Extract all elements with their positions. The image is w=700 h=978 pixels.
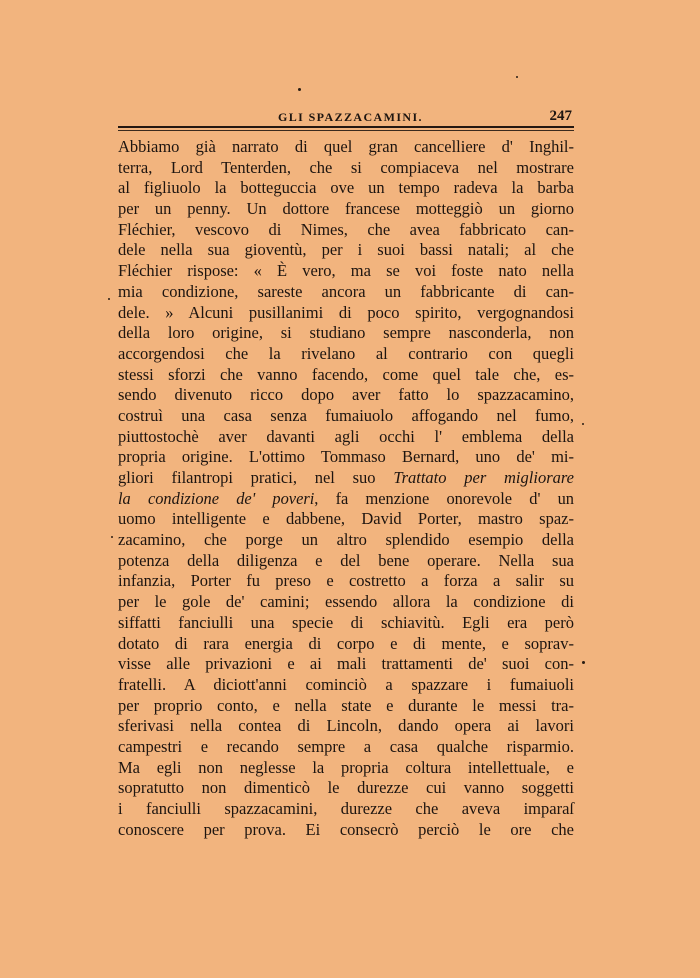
text-line [118, 158, 574, 179]
text-segment: propria origine. L'ottimo Tommaso Bernard, uno de' mi- [118, 447, 574, 467]
text-line [118, 571, 574, 592]
text-segment: siffatti fanciulli una specie di schiavitù. Egli era però [118, 612, 574, 632]
text-line [118, 261, 574, 282]
text-segment: al figliuolo la botteguccia ove un tempo radeva la barba [118, 178, 574, 198]
text-segment: sendo divenuto ricco dopo aver fatto lo spazzacamino, [118, 385, 574, 405]
text-segment: infanzia, Porter fu preso e costretto a forza a salir su [118, 571, 574, 591]
text-segment: della loro origine, si studiano sempre nasconderla, non [118, 323, 574, 343]
text-segment: dotato di rara energia di corpo e di mente, e soprav- [118, 633, 574, 653]
text-line [118, 303, 574, 324]
text-line [118, 427, 574, 448]
text-line [118, 654, 574, 675]
text-line [118, 778, 574, 799]
text-line [118, 799, 574, 820]
book-title-italic: Trattato per migliorare [393, 468, 574, 487]
text-line [118, 406, 574, 427]
text-segment: i fanciulli spazzacamini, durezze che aveva imparaſ [118, 799, 574, 818]
text-line [118, 178, 574, 199]
text-segment: potenza della diligenza e del bene operare. Nella sua [118, 550, 574, 570]
text-segment: per un penny. Un dottore francese motteggiò un giorno [118, 199, 574, 219]
text-segment: costruì una casa senza fumaiuolo affogando nel fumo, [118, 405, 574, 425]
text-segment: uomo intelligente e dabbene, David Porter, mastro spaz- [118, 509, 574, 529]
text-line [118, 344, 574, 365]
text-line [118, 551, 574, 572]
text-segment: accorgendosi che la rivelano al contrario con quegli [118, 343, 574, 363]
text-segment: campestri e recando sempre a casa qualche risparmio. [118, 736, 574, 756]
running-head [118, 108, 574, 128]
text-segment: mia condizione, sareste ancora un fabbricante di can- [118, 281, 574, 301]
book-title-italic: la condizione de' poveri [118, 488, 315, 508]
text-line [118, 696, 574, 717]
text-line [118, 758, 574, 779]
text-line [118, 737, 574, 758]
text-line [118, 137, 574, 158]
text-segment: Fléchier, vescovo di Nimes, che avea fabbricato can- [118, 219, 574, 239]
text-line [118, 468, 574, 489]
text-line [118, 365, 574, 386]
running-title: GLI SPAZZACAMINI. [278, 110, 423, 124]
ink-speck [111, 536, 113, 538]
text-line [118, 240, 574, 261]
text-segment: visse alle privazioni e ai mali trattamenti de' suoi con- [118, 654, 574, 674]
ink-speck [516, 76, 518, 78]
text-segment: stessi sforzi che vanno facendo, come quel tale che, es- [118, 364, 574, 384]
ink-speck [108, 298, 110, 300]
text-line [118, 199, 574, 220]
text-line [118, 634, 574, 655]
text-segment: per le gole de' camini; essendo allora la condizione di [118, 592, 574, 612]
text-segment: gliori filantropi pratici, nel suo [118, 468, 394, 487]
text-line [118, 675, 574, 696]
text-segment: , fa menzione onorevole d' un [314, 488, 574, 508]
text-line [118, 613, 574, 634]
ink-speck [298, 88, 301, 91]
body-text [118, 137, 574, 840]
ink-speck [582, 423, 584, 425]
text-segment: dele. » Alcuni pusillanimi di poco spirito, vergognandosi [118, 302, 574, 322]
ink-speck [582, 661, 585, 664]
text-line [118, 530, 574, 551]
text-segment: Fléchier rispose: « È vero, ma se voi foste nato nella [118, 261, 574, 281]
text-line [118, 385, 574, 406]
text-line [118, 716, 574, 737]
page-number: 247 [549, 108, 572, 124]
text-line [118, 820, 574, 841]
text-segment: terra, Lord Tenterden, che si compiaceva nel mostrare [118, 157, 574, 177]
text-segment: conoscere per prova. Ei consecrò perciò le ore che [118, 819, 574, 839]
text-segment: zacamino, che porge un altro splendido esempio della [118, 530, 574, 550]
text-line [118, 323, 574, 344]
text-segment: sferivasi nella contea di Lincoln, dando opera ai lavori [118, 716, 574, 736]
text-segment: Abbiamo già narrato di quel gran cancelliere d' Inghil- [118, 137, 574, 156]
text-line [118, 282, 574, 303]
header-rule-thick [118, 126, 574, 128]
text-segment: sopratutto non dimenticò le durezze cui vanno soggetti [118, 778, 574, 798]
text-line [118, 592, 574, 613]
text-line [118, 220, 574, 241]
text-line [118, 447, 574, 468]
text-segment: per proprio conto, e nella state e durante le messi tra- [118, 695, 574, 715]
text-segment: fratelli. A diciott'anni cominciò a spazzare i fumaiuoli [118, 674, 574, 694]
text-segment: piuttostochè aver davanti agli occhi l' emblema della [118, 426, 574, 446]
text-segment: Ma egli non neglesse la propria coltura intellettuale, e [118, 757, 574, 777]
text-line [118, 489, 574, 510]
text-line [118, 509, 574, 530]
header-rule-thin [118, 130, 574, 131]
text-segment: dele nella sua gioventù, per i suoi bassi natali; al che [118, 240, 574, 260]
